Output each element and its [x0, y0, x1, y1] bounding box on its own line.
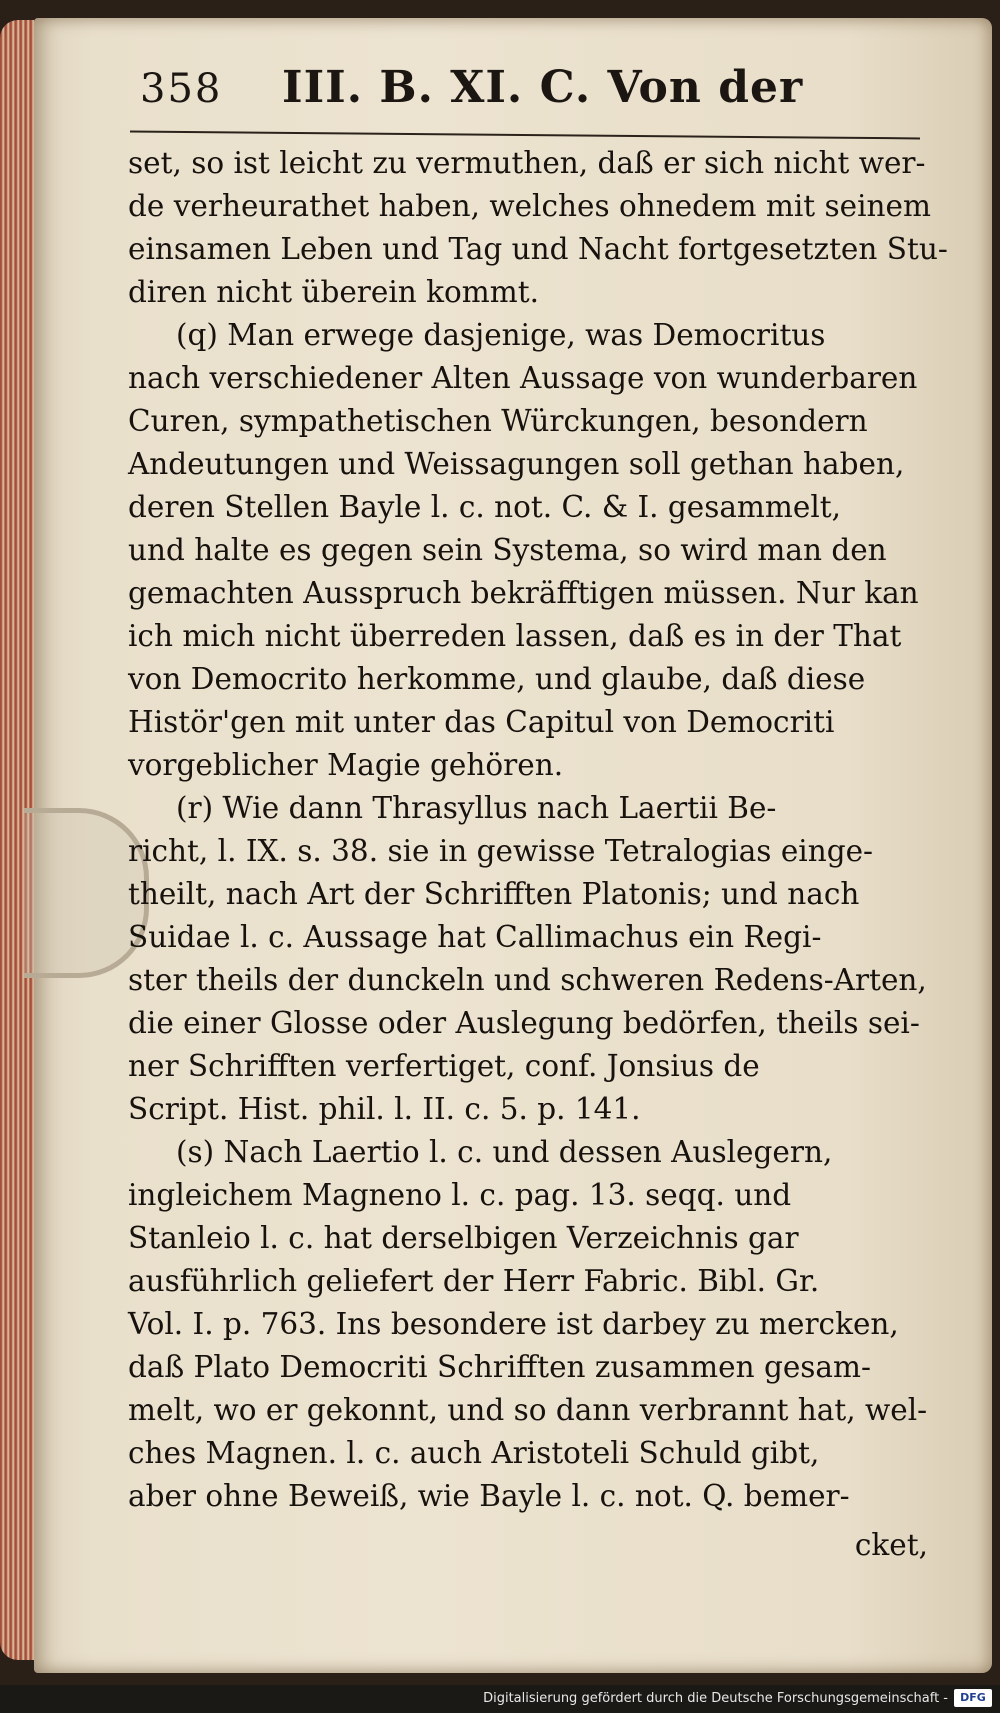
text-line: Script. Hist. phil. l. II. c. 5. p. 141.: [128, 1092, 641, 1126]
text-line: deren Stellen Bayle l. c. not. C. & I. gesammelt,: [128, 490, 841, 524]
text-line: vorgeblicher Magie gehören.: [128, 748, 564, 782]
text-line: Vol. I. p. 763. Ins besondere ist darbey zu mercken,: [128, 1307, 899, 1341]
text-line: diren nicht überein kommt.: [128, 275, 539, 309]
catchword: cket,: [854, 1528, 928, 1562]
digitization-footer: [0, 1685, 1000, 1713]
text-line: Suidae l. c. Aussage hat Callimachus ein Regi-: [128, 920, 822, 954]
text-line: de verheurathet haben, welches ohnedem mit seinem: [128, 189, 931, 223]
text-line: aber ohne Beweiß, wie Bayle l. c. not. Q. bemer-: [128, 1479, 850, 1513]
text-line: ner Schrifften verfertiget, conf. Jonsius de: [128, 1049, 760, 1083]
footnote-s-start: (s) Nach Laertio l. c. und dessen Auslegern,: [176, 1135, 833, 1169]
text-line: Histör'gen mit unter das Capitul von Democriti: [128, 705, 835, 739]
text-line: ches Magnen. l. c. auch Aristoteli Schuld gibt,: [128, 1436, 820, 1470]
text-line: ingleichem Magneno l. c. pag. 13. seqq. und: [128, 1178, 792, 1212]
text-line: ich mich nicht überreden lassen, daß es in der That: [128, 619, 902, 653]
text-line: nach verschiedener Alten Aussage von wunderbaren: [128, 361, 918, 395]
text-line: die einer Glosse oder Auslegung bedörfen, theils sei-: [128, 1006, 920, 1040]
text-line: ausführlich geliefert der Herr Fabric. Bibl. Gr.: [128, 1264, 820, 1298]
running-head: III. B. XI. C. Von der: [282, 62, 804, 113]
text-line: theilt, nach Art der Schrifften Platonis; und nach: [128, 877, 860, 911]
text-line: melt, wo er gekonnt, und so dann verbrannt hat, wel-: [128, 1393, 928, 1427]
text-line: Andeutungen und Weissagungen soll gethan haben,: [128, 447, 905, 481]
page-number: 358: [140, 66, 223, 112]
footnote-q-start: (q) Man erwege dasjenige, was Democritus: [176, 318, 826, 352]
page-header: [102, 62, 922, 132]
text-line: und halte es gegen sein Systema, so wird man den: [128, 533, 887, 567]
body-text: [128, 142, 948, 1518]
text-line: von Democrito herkomme, und glaube, daß diese: [128, 662, 866, 696]
text-line: Stanleio l. c. hat derselbigen Verzeichnis gar: [128, 1221, 799, 1255]
text-line: daß Plato Democriti Schrifften zusammen gesam-: [128, 1350, 871, 1384]
text-line: richt, l. IX. s. 38. sie in gewisse Tetralogias einge-: [128, 834, 874, 868]
footnote-r-start: (r) Wie dann Thrasyllus nach Laertii Be-: [176, 791, 777, 825]
text-line: einsamen Leben und Tag und Nacht fortgesetzten Stu-: [128, 232, 948, 266]
funding-credit: Digitalisierung gefördert durch die Deutsche Forschungsgemeinschaft -: [483, 1691, 948, 1706]
text-line: set, so ist leicht zu vermuthen, daß er sich nicht wer-: [128, 146, 926, 180]
text-line: gemachten Ausspruch bekräfftigen müssen. Nur kan: [128, 576, 919, 610]
text-line: Curen, sympathetischen Würckungen, besondern: [128, 404, 868, 438]
text-line: ster theils der dunckeln und schweren Redens-Arten,: [128, 963, 927, 997]
dfg-logo: DFG: [954, 1689, 992, 1707]
